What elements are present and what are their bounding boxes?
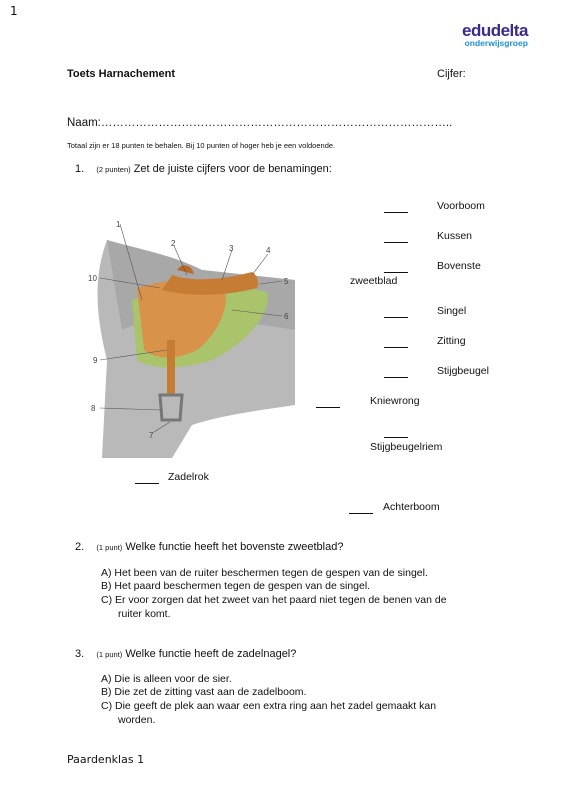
fig-number-9: 9 — [93, 356, 98, 365]
label-zadelrok: Zadelrok — [168, 471, 209, 483]
answer-blank-singel[interactable] — [384, 316, 408, 318]
fig-number-8: 8 — [91, 404, 96, 413]
option-letter: C) — [101, 594, 113, 606]
q2-option-c-continued: ruiter komt. — [118, 608, 171, 620]
q3-points: (1 punt) — [96, 650, 123, 659]
label-kniewrong: Kniewrong — [370, 395, 420, 407]
document-title: Toets Harnachement — [67, 68, 175, 80]
q3-text: Welke functie heeft de zadelnagel? — [125, 648, 297, 660]
edudelta-logo — [462, 22, 528, 48]
answer-blank-stijgbeugel[interactable] — [384, 376, 408, 378]
q2-option-c[interactable] — [101, 594, 447, 606]
grade-label: Cijfer: — [437, 68, 466, 80]
q1-points: (2 punten) — [96, 165, 131, 174]
option-letter: A) — [101, 673, 112, 685]
q2-option-a[interactable] — [101, 567, 428, 579]
fig-number-4: 4 — [266, 246, 271, 255]
intro-text: Totaal zijn er 18 punten te behalen. Bij 10 punten of hoger heb je een voldoende. — [67, 141, 336, 150]
saddle-illustration — [82, 210, 295, 458]
fig-number-1: 1 — [116, 220, 121, 229]
q2-heading — [75, 541, 343, 553]
fig-number-7: 7 — [149, 431, 154, 440]
answer-blank-kussen[interactable] — [384, 241, 408, 243]
option-text: Die zet de zitting vast aan de zadelboom. — [114, 686, 307, 698]
label-stijgbeugelriem: Stijgbeugelriem — [370, 441, 443, 453]
answer-blank-voorboom[interactable] — [384, 211, 408, 213]
option-text: Het been van de ruiter beschermen tegen de gespen van de singel. — [114, 567, 428, 579]
option-letter: B) — [101, 686, 112, 698]
q2-number: 2. — [75, 541, 85, 553]
answer-blank-achterboom[interactable] — [349, 512, 373, 514]
q1-number: 1. — [75, 163, 85, 175]
q3-option-c[interactable] — [101, 700, 436, 712]
answer-blank-bovenste-zweetblad[interactable] — [384, 271, 408, 273]
q3-option-b[interactable] — [101, 686, 306, 698]
label-bovenste: Bovenste — [437, 260, 481, 272]
answer-blank-stijgbeugelriem[interactable] — [384, 436, 408, 438]
label-zitting: Zitting — [437, 335, 466, 347]
label-voorboom: Voorboom — [437, 200, 485, 212]
q1-heading — [75, 163, 332, 175]
q3-heading — [75, 648, 296, 660]
label-achterboom: Achterboom — [383, 501, 440, 513]
footer-text: Paardenklas 1 — [67, 753, 145, 766]
q2-text: Welke functie heeft het bovenste zweetblad? — [125, 541, 344, 553]
label-singel: Singel — [437, 305, 467, 317]
option-text: Die geeft de plek aan waar een extra ring aan het zadel gemaakt kan — [115, 700, 437, 712]
q2-option-b[interactable] — [101, 580, 370, 592]
label-stijgbeugel: Stijgbeugel — [437, 365, 489, 377]
answer-blank-kniewrong[interactable] — [316, 406, 340, 408]
saddle-figure — [82, 210, 295, 458]
name-line: Naam:……………………………………………………………………………….. — [67, 117, 453, 129]
option-letter: B) — [101, 580, 112, 592]
option-text: Er voor zorgen dat het zweet van het paard niet tegen de benen van de — [115, 594, 447, 606]
answer-blank-zadelrok[interactable] — [135, 482, 159, 484]
option-text: Die is alleen voor de sier. — [114, 673, 232, 685]
page-number: 1 — [10, 4, 18, 18]
q1-text: Zet de juiste cijfers voor de benamingen: — [133, 163, 332, 175]
q2-points: (1 punt) — [96, 543, 123, 552]
fig-number-2: 2 — [171, 239, 176, 248]
answer-blank-zitting[interactable] — [384, 346, 408, 348]
q3-number: 3. — [75, 648, 85, 660]
label-kussen: Kussen — [437, 230, 473, 242]
option-letter: A) — [101, 567, 112, 579]
fig-number-5: 5 — [284, 277, 289, 286]
fig-number-6: 6 — [284, 312, 289, 321]
logo-main-text: edudelta — [462, 21, 528, 40]
fig-number-3: 3 — [229, 244, 234, 253]
fig-number-10: 10 — [88, 274, 97, 283]
q3-option-a[interactable] — [101, 673, 232, 685]
label-zweetblad: zweetblad — [350, 275, 398, 287]
q3-option-c-continued: worden. — [118, 714, 156, 726]
option-text: Het paard beschermen tegen de gespen van de singel. — [114, 580, 371, 592]
logo-sub-text: onderwijsgroep — [464, 38, 528, 48]
option-letter: C) — [101, 700, 113, 712]
